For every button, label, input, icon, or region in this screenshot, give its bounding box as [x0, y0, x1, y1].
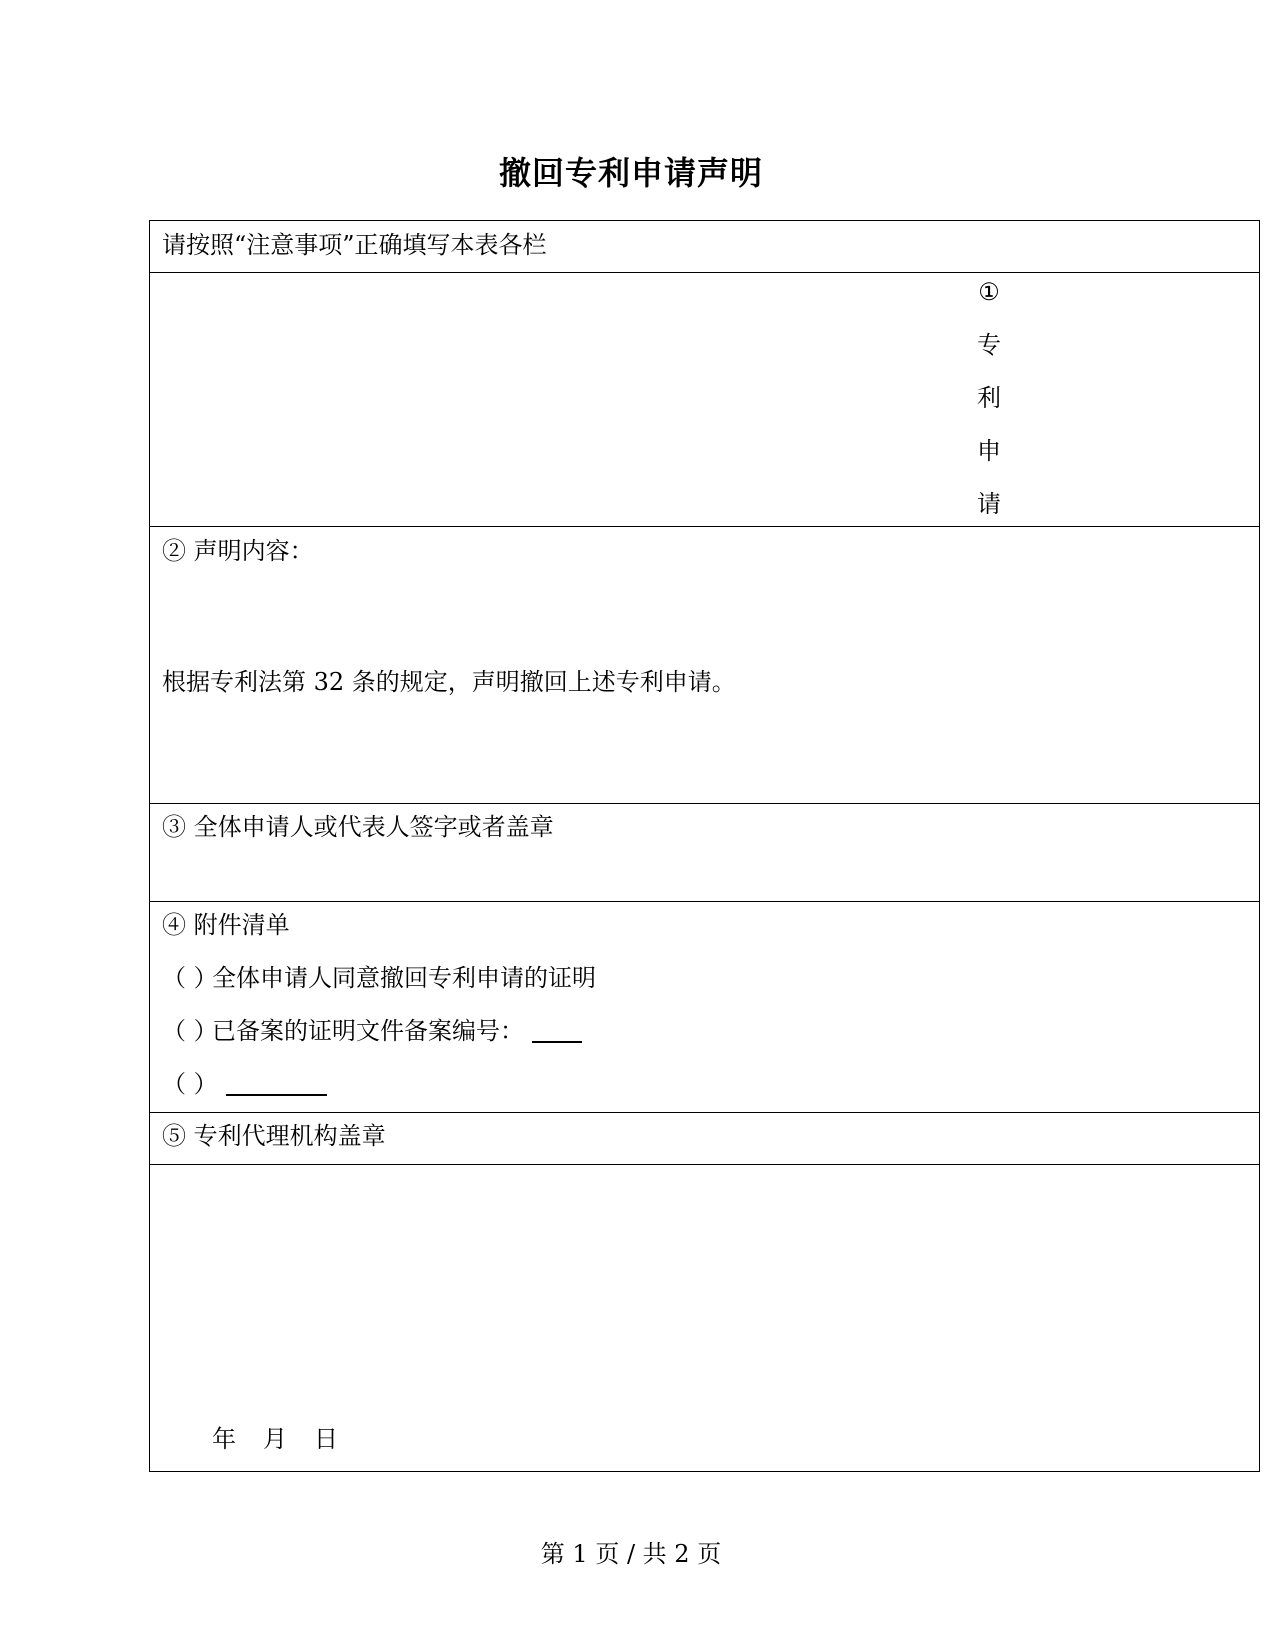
declaration-statement: 根据专利法第 32 条的规定，声明撤回上述专利申请。: [162, 668, 736, 696]
date-line: [212, 1427, 338, 1451]
attachment-checkbox[interactable]: （ ）: [162, 964, 218, 992]
attachment-checkbox[interactable]: （ ）: [162, 1017, 218, 1045]
label-char: 专: [977, 331, 1001, 359]
date-day: 日: [314, 1425, 338, 1453]
attachment-item-text: 全体申请人同意撤回专利申请的证明: [212, 964, 596, 992]
page-footer: 第 1 页 / 共 2 页: [540, 1540, 722, 1568]
other-attachment-blank[interactable]: [226, 1072, 327, 1096]
declaration-row: [150, 527, 1259, 804]
agency-stamp-area[interactable]: [150, 1165, 1259, 1471]
label-char: 请: [977, 490, 1001, 518]
filing-number-blank[interactable]: [532, 1019, 582, 1043]
date-month: 月: [263, 1425, 287, 1453]
attachment-item[interactable]: [162, 1019, 582, 1043]
agency-row: [150, 1113, 1259, 1165]
attachments-heading-text: ④ 附件清单: [162, 911, 290, 939]
signature-row[interactable]: [150, 804, 1259, 902]
label-char-number: ①: [978, 278, 1000, 306]
application-vertical-label: [974, 279, 1004, 517]
attachment-item-text: 已备案的证明文件备案编号：: [212, 1017, 524, 1045]
attachments-row: [150, 902, 1259, 1113]
attachments-heading: [162, 913, 290, 937]
attachment-item[interactable]: [162, 966, 596, 990]
agency-heading: ⑤ 专利代理机构盖章: [162, 1122, 386, 1150]
attachment-item[interactable]: [162, 1072, 327, 1096]
label-char: 利: [977, 384, 1001, 412]
declaration-heading: ② 声明内容：: [162, 537, 314, 565]
instruction-text: 请按照“注意事项”正确填写本表各栏: [162, 231, 547, 259]
label-char: 申: [977, 437, 1001, 465]
instruction-row: [150, 221, 1259, 273]
form-table: [149, 220, 1260, 1472]
document-title: 撤回专利申请声明: [498, 154, 763, 192]
signature-heading: ③ 全体申请人或代表人签字或者盖章: [162, 813, 554, 841]
attachment-checkbox[interactable]: （ ）: [162, 1070, 218, 1098]
date-year: 年: [212, 1425, 236, 1453]
application-row[interactable]: [150, 273, 1259, 527]
